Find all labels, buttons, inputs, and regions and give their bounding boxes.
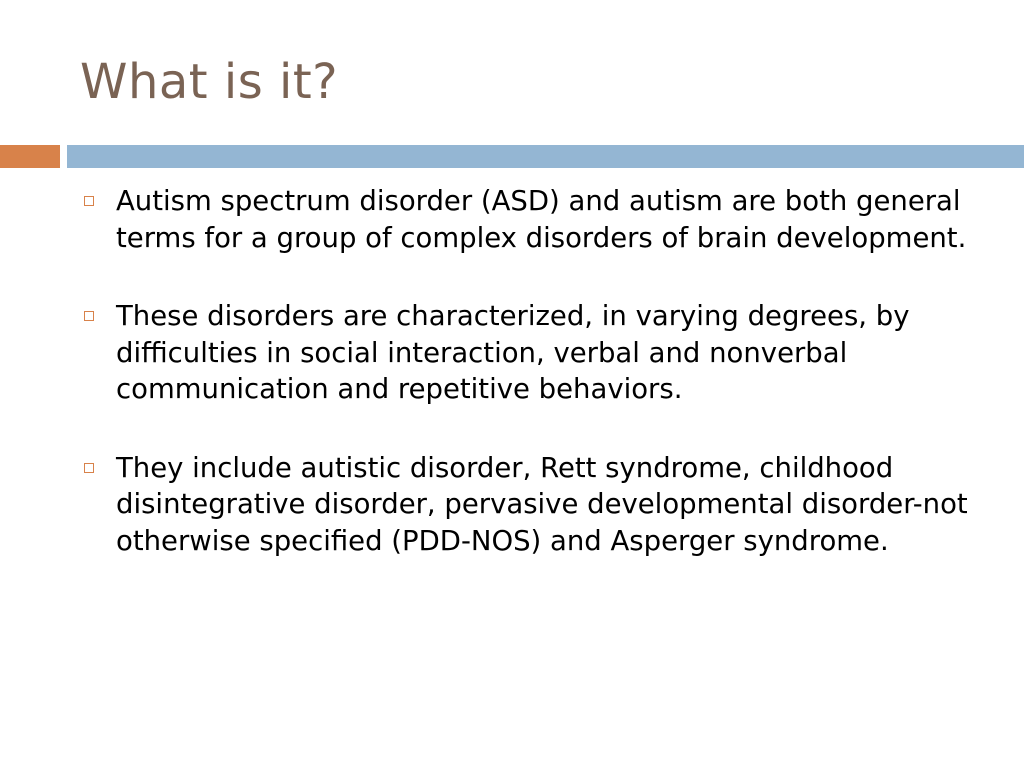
title-rule-blue	[67, 145, 1024, 168]
hollow-square-icon	[84, 311, 94, 321]
slide-title: What is it?	[80, 54, 339, 110]
bullet-text: These disorders are characterized, in varying degrees, by difficulties in social interaction, verbal and nonverbal communication and repetitive behaviors.	[116, 300, 910, 405]
bullet-list	[80, 183, 990, 601]
bullet-text: They include autistic disorder, Rett syndrome, childhood disintegrative disorder, pervasive developmental disorder-not otherwise specified (PDD-NOS) and Asperger syndrome.	[116, 451, 968, 557]
bullet-item	[80, 450, 990, 560]
bullet-text: Autism spectrum disorder (ASD) and autism are both general terms for a group of complex disorders of brain development.	[116, 185, 967, 254]
title-rule-orange	[0, 145, 60, 168]
hollow-square-icon	[84, 196, 94, 206]
bullet-item	[80, 298, 990, 408]
bullet-item	[80, 183, 990, 256]
hollow-square-icon	[84, 463, 94, 473]
